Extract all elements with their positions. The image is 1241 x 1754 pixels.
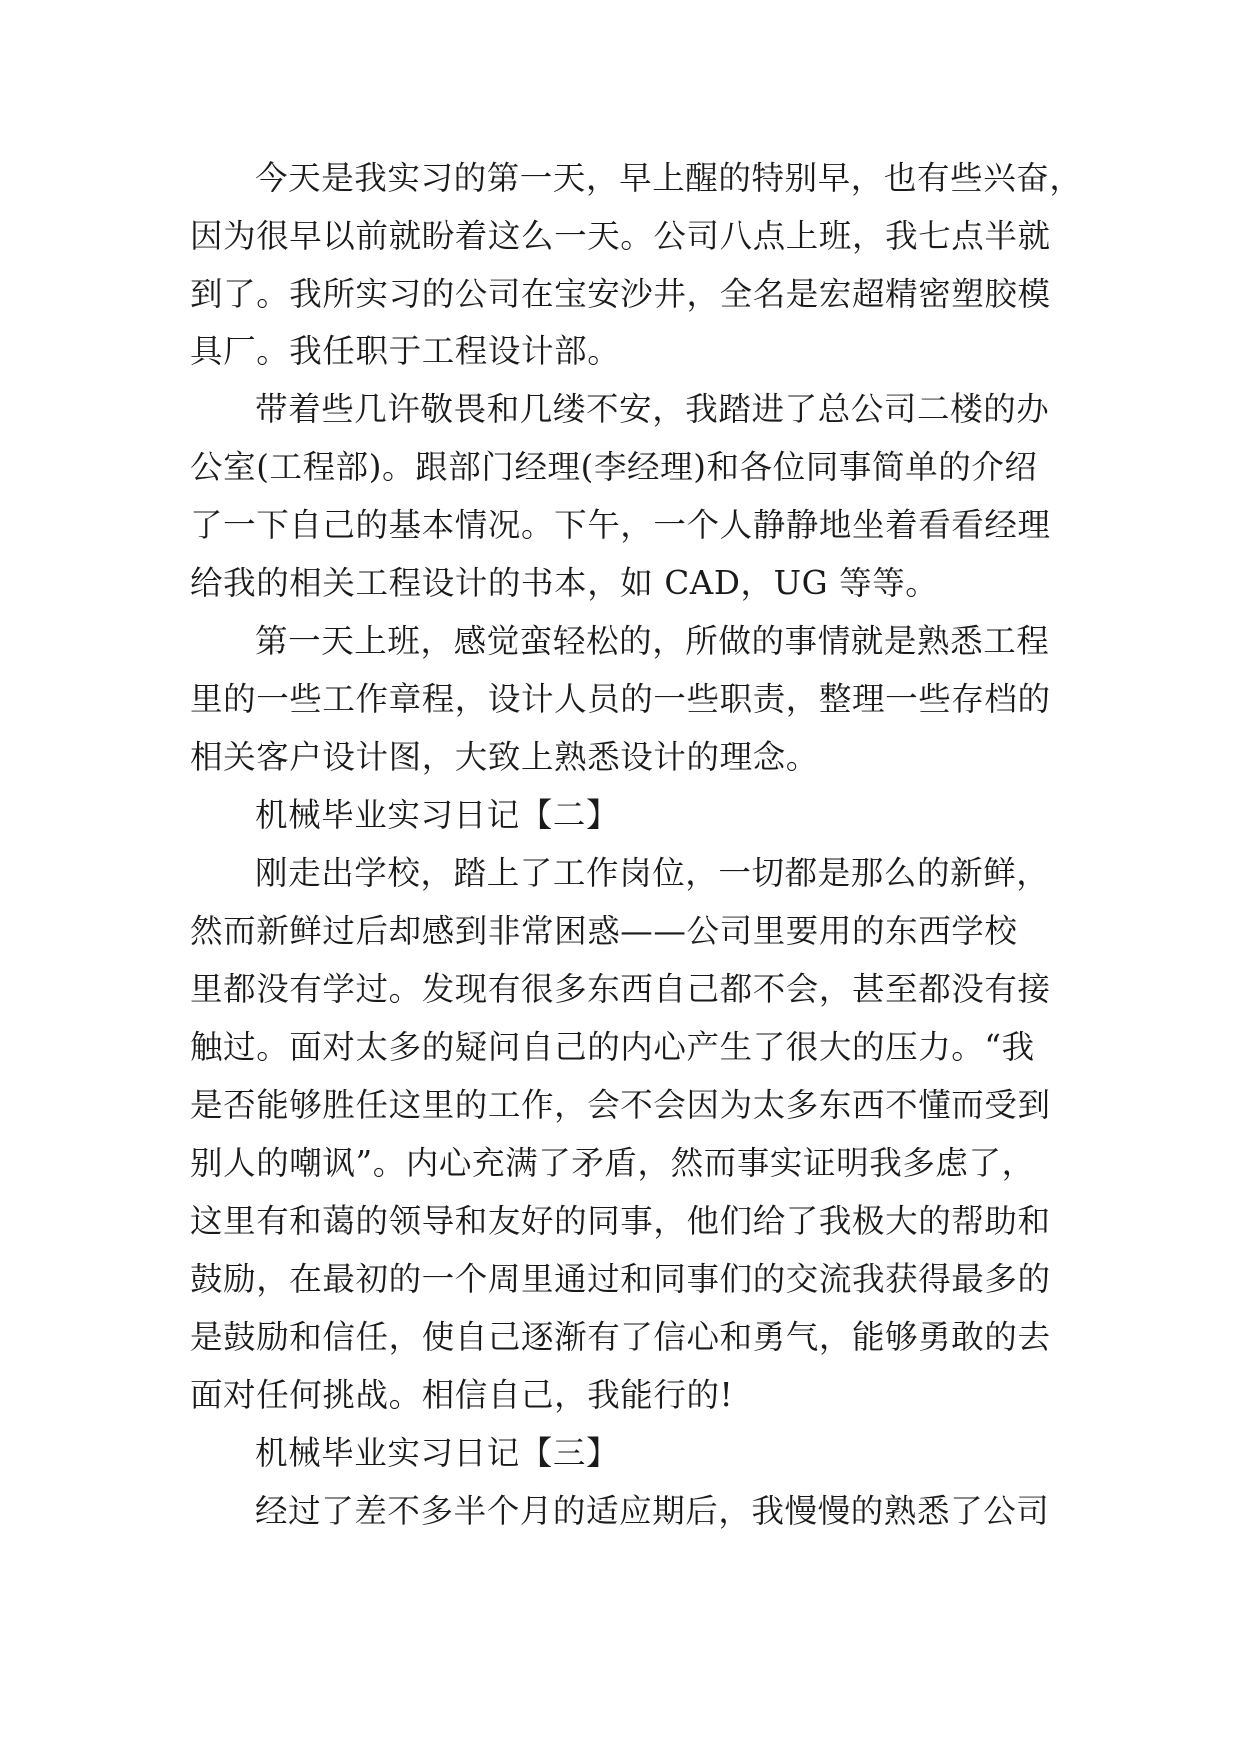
paragraph-line: 今天是我实习的第一天，早上醒的特别早，也有些兴奋，: [255, 159, 1083, 197]
paragraph-line: 里都没有学过。发现有很多东西自己都不会，甚至都没有接: [190, 970, 1051, 1008]
paragraph-line: 了一下自己的基本情况。下午，一个人静静地坐着看看经理: [190, 506, 1051, 544]
paragraph-line: 然而新鲜过后却感到非常困惑——公司里要用的东西学校: [190, 912, 1018, 950]
paragraph-line: 公室(工程部)。跟部门经理(李经理)和各位同事简单的介绍: [190, 448, 1038, 486]
paragraph-line: 是鼓励和信任，使自己逐渐有了信心和勇气，能够勇敢的去: [190, 1318, 1051, 1356]
paragraph-line: 鼓励，在最初的一个周里通过和同事们的交流我获得最多的: [190, 1260, 1051, 1298]
section-heading: 机械毕业实习日记【二】: [255, 796, 620, 834]
paragraph-line: 刚走出学校，踏上了工作岗位，一切都是那么的新鲜，: [255, 854, 1050, 892]
paragraph-line: 别人的嘲讽”。内心充满了矛盾，然而事实证明我多虑了，: [190, 1144, 1035, 1182]
paragraph-line: 这里有和蔼的领导和友好的同事，他们给了我极大的帮助和: [190, 1202, 1051, 1240]
paragraph-line: 给我的相关工程设计的书本，如 CAD，UG 等等。: [190, 564, 939, 602]
paragraph-line: 第一天上班，感觉蛮轻松的，所做的事情就是熟悉工程: [255, 622, 1050, 660]
paragraph-line: 是否能够胜任这里的工作，会不会因为太多东西不懂而受到: [190, 1086, 1051, 1124]
paragraph-line: 面对任何挑战。相信自己，我能行的!: [190, 1376, 734, 1414]
section-heading: 机械毕业实习日记【三】: [255, 1434, 620, 1472]
paragraph-line: 触过。面对太多的疑问自己的内心产生了很大的压力。“我: [190, 1028, 1035, 1066]
paragraph-line: 相关客户设计图，大致上熟悉设计的理念。: [190, 738, 819, 776]
paragraph-line: 因为很早以前就盼着这么一天。公司八点上班，我七点半就: [190, 217, 1051, 255]
paragraph-line: 里的一些工作章程，设计人员的一些职责，整理一些存档的: [190, 680, 1051, 718]
paragraph-line: 经过了差不多半个月的适应期后，我慢慢的熟悉了公司: [255, 1492, 1050, 1530]
paragraph-line: 到了。我所实习的公司在宝安沙井，全名是宏超精密塑胶模: [190, 275, 1051, 313]
paragraph-line: 带着些几许敬畏和几缕不安，我踏进了总公司二楼的办: [255, 390, 1050, 428]
paragraph-line: 具厂。我任职于工程设计部。: [190, 332, 621, 370]
